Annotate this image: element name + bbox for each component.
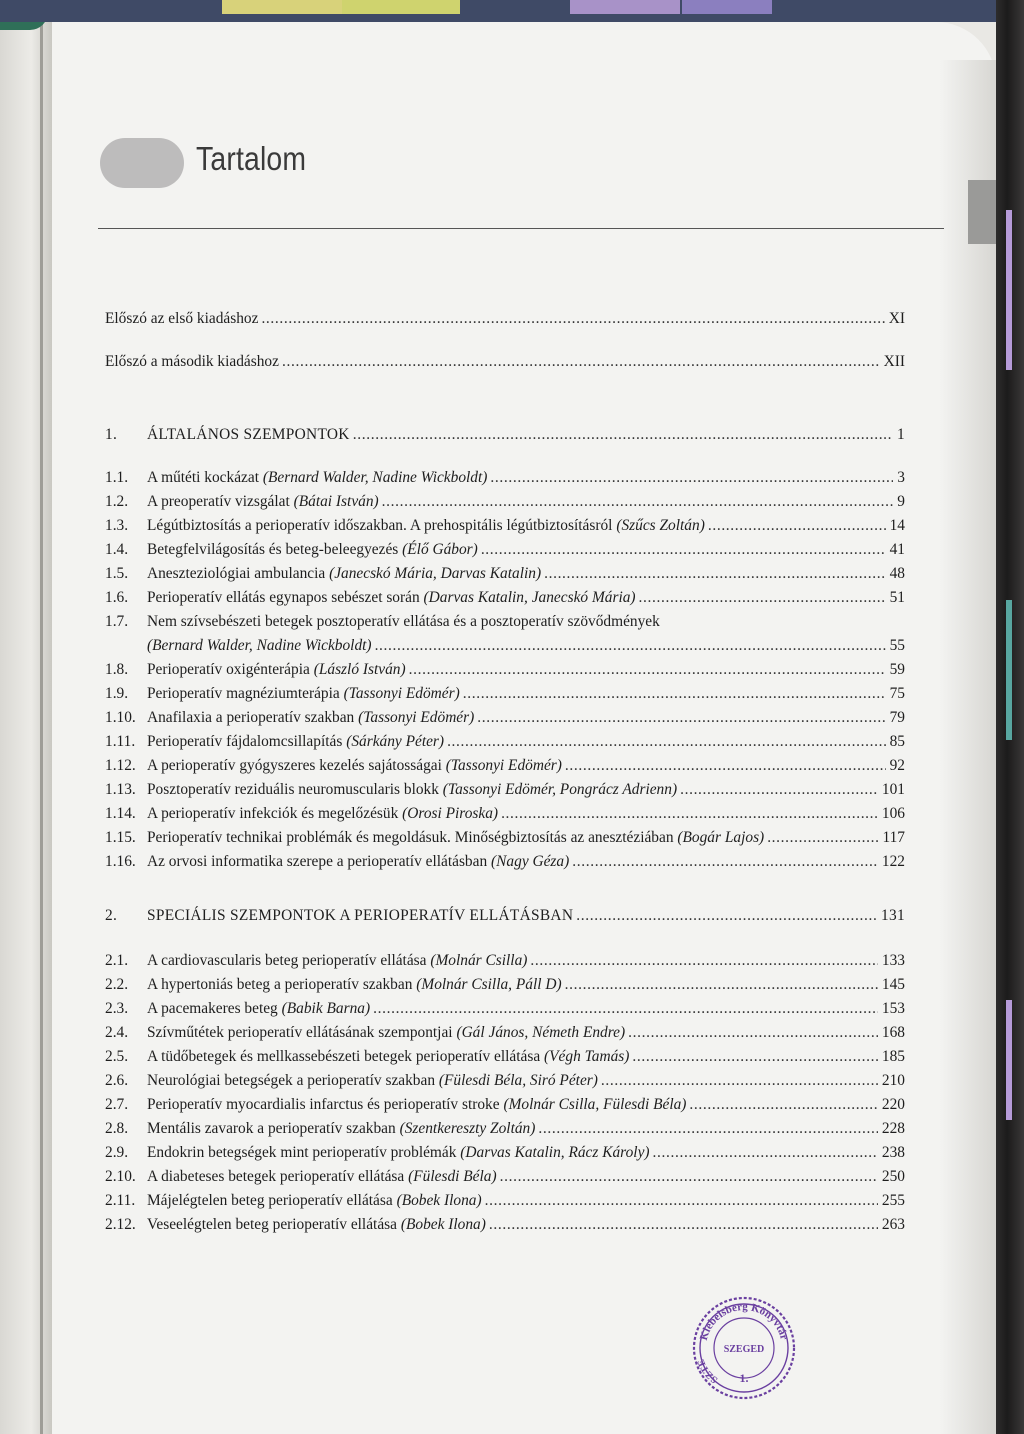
- toc-entry-author: (Élő Gábor): [402, 541, 478, 558]
- toc-entry-author: (Darvas Katalin, Rácz Károly): [460, 1144, 650, 1161]
- toc-entry-page: 48: [889, 565, 905, 582]
- toc-entry-page: 263: [881, 1216, 905, 1233]
- toc-entry-number: 1.8.: [105, 661, 129, 678]
- toc-entry-title: Anafilaxia a perioperatív szakban: [147, 709, 355, 726]
- toc-entry-page: 228: [881, 1120, 905, 1137]
- toc-entry[interactable]: [105, 974, 905, 996]
- toc-entry-number: 1.16.: [105, 853, 136, 870]
- toc-entry-author: (Szűcs Zoltán): [616, 517, 705, 534]
- toc-entry[interactable]: [105, 1094, 905, 1116]
- toc-entry-number: 1.13.: [105, 781, 136, 798]
- toc-entry-author: (Janecskó Mária, Darvas Katalin): [329, 565, 542, 582]
- toc-entry[interactable]: [105, 587, 905, 609]
- toc-entry[interactable]: [105, 1190, 905, 1212]
- toc-entry[interactable]: [105, 1142, 905, 1164]
- toc-entry-page: 220: [881, 1096, 905, 1113]
- toc-entry[interactable]: [105, 659, 905, 681]
- toc-entry-title: Betegfelvilágosítás és beteg-beleegyezés: [147, 541, 399, 558]
- toc-entry-title: Perioperatív fájdalomcsillapítás: [147, 733, 343, 750]
- toc-entry-page: 117: [882, 829, 905, 846]
- toc-entry-number: 1.2.: [105, 493, 129, 510]
- toc-entry-title: Veseelégtelen beteg perioperatív ellátása: [147, 1216, 397, 1233]
- toc-entry-number: 1.5.: [105, 565, 129, 582]
- toc-entry-title: A cardiovascularis beteg perioperatív ellátása: [147, 952, 427, 969]
- toc-entry[interactable]: [105, 1046, 905, 1068]
- toc-entry-page: 101: [881, 781, 905, 798]
- toc-entry-page: 238: [881, 1144, 905, 1161]
- page-title: Tartalom: [196, 140, 307, 177]
- toc-entry[interactable]: [105, 707, 905, 729]
- toc-entry[interactable]: [105, 950, 905, 972]
- book-left-strip: [0, 0, 52, 1434]
- toc-entry[interactable]: [105, 1022, 905, 1044]
- toc-entry-author: (Bernard Walder, Nadine Wickboldt): [147, 637, 372, 654]
- page-shadow: [940, 60, 996, 1434]
- toc-entry-title: Mentális zavarok a perioperatív szakban: [147, 1120, 396, 1137]
- toc-entry-page: 250: [881, 1168, 905, 1185]
- toc-entry-number: 1.10.: [105, 709, 136, 726]
- toc-entry-author: (Darvas Katalin, Janecskó Mária): [423, 589, 636, 606]
- toc-entry[interactable]: [105, 1070, 905, 1092]
- toc-entry[interactable]: [105, 563, 905, 585]
- toc-entry-title: A tüdőbetegek és mellkassebészeti betegek perioperatív ellátása: [147, 1048, 541, 1065]
- toc-entry-title: A pacemakeres beteg: [147, 1000, 278, 1017]
- toc-entry-title: Perioperatív magnéziumterápia: [147, 685, 340, 702]
- toc-entry-page: 75: [889, 685, 905, 702]
- toc-entry-number: 2.8.: [105, 1120, 129, 1137]
- toc-entry-foreword-2[interactable]: Előszó a második kiadáshoz . . . XII: [105, 351, 905, 373]
- toc-entry-title: Szívműtétek perioperatív ellátásának szempontjai: [147, 1024, 453, 1041]
- stamp-arc-text: Klebelsberg Könyvtár: [697, 1300, 790, 1342]
- toc-entry-author: (Bernard Walder, Nadine Wickboldt): [262, 469, 488, 486]
- title-pill-decoration: [100, 138, 184, 188]
- stamp-city: SZEGED: [723, 1344, 765, 1355]
- toc-entry[interactable]: [105, 1166, 905, 1188]
- toc-entry-author: (Tassonyi Edömér): [445, 757, 562, 774]
- toc-entry[interactable]: [105, 803, 905, 825]
- toc-entry-title: A perioperatív infekciók és megelőzésük: [147, 805, 399, 822]
- toc-entry-page: 9: [897, 493, 905, 510]
- toc-entry-number: 2.6.: [105, 1072, 129, 1089]
- toc-entry-page: 51: [889, 589, 905, 606]
- toc-entry-title: A műtéti kockázat: [147, 469, 259, 486]
- toc-entry-number: 2.11.: [105, 1192, 136, 1209]
- toc-entry-number: 1.11.: [105, 733, 136, 750]
- toc-entry-page: 55: [889, 637, 905, 654]
- toc-entry-number: 2.1.: [105, 952, 129, 969]
- toc-entry-title: Nem szívsebészeti betegek posztoperatív ellátása és a posztoperatív szövődmények: [147, 613, 660, 630]
- toc-entry-page: 59: [889, 661, 905, 678]
- toc-entry[interactable]: [105, 755, 905, 777]
- svg-text:Klebelsberg Könyvtár: [698, 1301, 790, 1342]
- toc-entry-author: (Babik Barna): [281, 1000, 371, 1017]
- toc-entry-author: (László István): [313, 661, 406, 678]
- toc-entry[interactable]: [105, 779, 905, 801]
- toc-entry[interactable]: [105, 1214, 905, 1236]
- toc-entry[interactable]: [105, 827, 905, 849]
- toc-entry-number: 1.12.: [105, 757, 136, 774]
- toc-entry-number: 2.4.: [105, 1024, 129, 1041]
- toc-entry-title: Perioperatív ellátás egynapos sebészet során: [147, 589, 420, 606]
- toc-entry[interactable]: [105, 731, 905, 753]
- toc-entry-title: Posztoperatív reziduális neuromuscularis blokk: [147, 781, 439, 798]
- toc-entry[interactable]: [105, 491, 905, 513]
- toc-entry-title: A preoperatív vizsgálat: [147, 493, 290, 510]
- toc-entry-page: 133: [881, 952, 905, 969]
- toc-entry-title: A hypertoniás beteg a perioperatív szakban: [147, 976, 413, 993]
- toc-entry-title: Perioperatív oxigénterápia: [147, 661, 310, 678]
- toc-entry-title: A diabeteses betegek perioperatív ellátása: [147, 1168, 405, 1185]
- toc-section-2[interactable]: 2. SPECIÁLIS SZEMPONTOK A PERIOPERATÍV ELLÁTÁSBAN . . . 131: [105, 905, 905, 927]
- toc-entry-author: (Orosi Piroska): [402, 805, 499, 822]
- toc-entry-number: 2.2.: [105, 976, 129, 993]
- library-stamp: [684, 1286, 804, 1406]
- toc-entry-number: 1.7.: [105, 613, 129, 630]
- book-right-edge: [996, 0, 1024, 1434]
- toc-entry-author: (Fülesdi Béla): [408, 1168, 497, 1185]
- toc-entry-author: (Molnár Csilla): [430, 952, 528, 969]
- toc-section-1[interactable]: 1. ÁLTALÁNOS SZEMPONTOK . . . 1: [105, 424, 905, 446]
- toc-entry-page: 255: [881, 1192, 905, 1209]
- toc-entry[interactable]: [105, 683, 905, 705]
- book-top-edge: [0, 0, 1000, 22]
- toc-entry-number: 1.3.: [105, 517, 129, 534]
- toc-entry-page: 92: [889, 757, 905, 774]
- toc-entry-author: (Bobek Ilona): [400, 1216, 486, 1233]
- toc-entry-page: 106: [881, 805, 905, 822]
- toc-entry-number: 1.15.: [105, 829, 136, 846]
- toc-entry-author: (Sárkány Péter): [346, 733, 445, 750]
- toc-entry-author: (Nagy Géza): [491, 853, 570, 870]
- toc-entry-author: (Molnár Csilla, Fülesdi Béla): [503, 1096, 687, 1113]
- toc-entry-title: Légútbiztosítás a perioperatív időszakban. A prehospitális légútbiztosításról: [147, 517, 613, 534]
- toc-entry-number: 1.4.: [105, 541, 129, 558]
- toc-entry-page: 3: [897, 469, 905, 486]
- toc-entry-author: (Bobek Ilona): [396, 1192, 482, 1209]
- toc-entry[interactable]: [105, 539, 905, 561]
- toc-entry-number: 1.1.: [105, 469, 129, 486]
- toc-entry-title: Májelégtelen beteg perioperatív ellátása: [147, 1192, 393, 1209]
- toc-entry-number: 1.9.: [105, 685, 129, 702]
- toc-entry-number: 1.6.: [105, 589, 129, 606]
- toc-entry-title: Perioperatív technikai problémák és megoldásuk. Minőségbiztosítás az anesztéziában: [147, 829, 674, 846]
- toc-entry-author: (Végh Tamás): [544, 1048, 630, 1065]
- toc-entry[interactable]: [105, 611, 905, 633]
- toc-entry-page: 14: [889, 517, 905, 534]
- toc-entry[interactable]: [105, 1118, 905, 1140]
- toc-entry-title: Aneszteziológiai ambulancia: [147, 565, 326, 582]
- toc-entry-page: 79: [889, 709, 905, 726]
- toc-entry[interactable]: [105, 998, 905, 1020]
- toc-entry[interactable]: [105, 635, 905, 657]
- title-divider: [98, 228, 944, 229]
- toc-entry-author: (Bogár Lajos): [677, 829, 765, 846]
- toc-entry-page: 153: [881, 1000, 905, 1017]
- toc-entry[interactable]: [105, 515, 905, 537]
- toc-entry-title: Endokrin betegségek mint perioperatív problémák: [147, 1144, 457, 1161]
- toc-entry-author: (Gál János, Németh Endre): [456, 1024, 626, 1041]
- toc-entry-page: 85: [889, 733, 905, 750]
- toc-entry-page: 168: [881, 1024, 905, 1041]
- chapter-tab: [968, 180, 996, 244]
- toc-entry[interactable]: [105, 467, 905, 489]
- toc-entry-number: 2.10.: [105, 1168, 136, 1185]
- toc-entry-author: (Tassonyi Edömér): [343, 685, 460, 702]
- toc-entry-page: 145: [881, 976, 905, 993]
- toc-entry-author: (Tassonyi Edömér): [358, 709, 475, 726]
- toc-entry-number: 2.12.: [105, 1216, 136, 1233]
- toc-entry[interactable]: [105, 851, 905, 873]
- toc-entry-title: Perioperatív myocardialis infarctus és perioperatív stroke: [147, 1096, 500, 1113]
- toc-entry-author: (Tassonyi Edömér, Pongrácz Adrienn): [442, 781, 678, 798]
- toc-entry-title: A perioperatív gyógyszeres kezelés sajátosságai: [147, 757, 442, 774]
- toc-entry-foreword-1[interactable]: Előszó az első kiadáshoz . . . XI: [105, 308, 905, 330]
- toc-entry-number: 2.9.: [105, 1144, 129, 1161]
- toc-entry-author: (Fülesdi Béla, Siró Péter): [438, 1072, 598, 1089]
- toc-entry-page: 185: [881, 1048, 905, 1065]
- toc-entry-number: 1.14.: [105, 805, 136, 822]
- stamp-number: 1.: [739, 1371, 749, 1385]
- toc-entry-number: 2.7.: [105, 1096, 129, 1113]
- toc-entry-title: Az orvosi informatika szerepe a perioperatív ellátásban: [147, 853, 488, 870]
- toc-entry-author: (Szentkereszty Zoltán): [399, 1120, 536, 1137]
- toc-entry-number: 2.3.: [105, 1000, 129, 1017]
- stamp-left-text: SZTE: [695, 1357, 721, 1386]
- toc-entry-page: 210: [881, 1072, 905, 1089]
- toc-entry-author: (Molnár Csilla, Páll D): [416, 976, 562, 993]
- toc-entry-author: (Bátai István): [293, 493, 379, 510]
- toc-entry-number: 2.5.: [105, 1048, 129, 1065]
- toc-entry-page: 122: [881, 853, 905, 870]
- toc-entry-page: 41: [889, 541, 905, 558]
- toc-entry-title: Neurológiai betegségek a perioperatív szakban: [147, 1072, 436, 1089]
